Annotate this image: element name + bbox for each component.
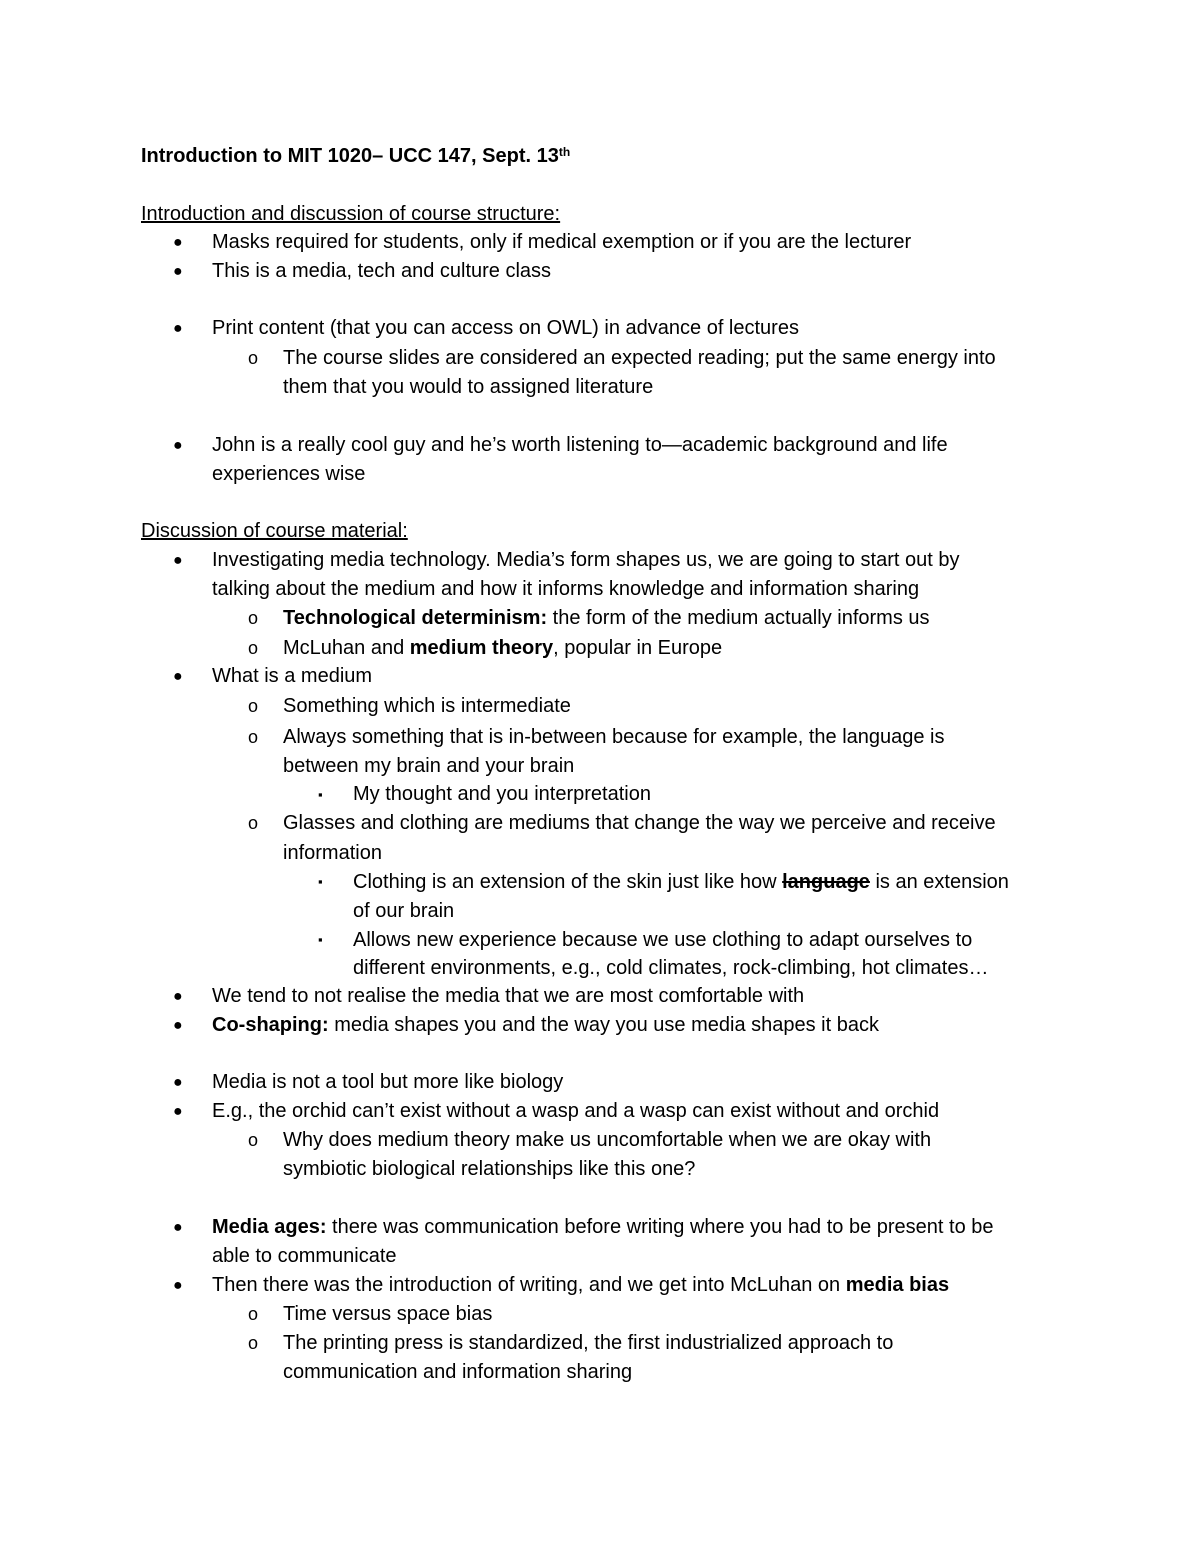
list-item: Media is not a tool but more like biology [212, 1071, 564, 1093]
term-co-shaping: Co-shaping: [212, 1014, 329, 1036]
term-media-ages: Media ages: [212, 1216, 327, 1238]
bullet-icon: ● [173, 552, 183, 569]
list-item-continuation: experiences wise [212, 463, 366, 485]
sub-bullet-icon: o [248, 1304, 259, 1324]
bullet-icon: ● [173, 1074, 183, 1091]
list-item: John is a really cool guy and he’s worth listening to—academic background and life [212, 434, 948, 456]
bullet-icon: ● [173, 437, 183, 454]
list-item: Why does medium theory make us uncomfortable when we are okay with [283, 1129, 932, 1151]
list-item-continuation: between my brain and your brain [283, 755, 575, 777]
square-bullet-icon: ▪ [318, 932, 323, 947]
page-title [141, 143, 570, 169]
list-item [212, 1272, 949, 1298]
list-item-continuation: them that you would to assigned literature [283, 376, 654, 398]
bullet-icon: ● [173, 234, 183, 251]
sub-bullet-icon: o [248, 727, 259, 747]
list-item: Investigating media technology. Media’s form shapes us, we are going to start out by [212, 549, 960, 571]
list-item: What is a medium [212, 665, 373, 687]
sub-bullet-icon: o [248, 696, 259, 716]
list-item: Allows new experience because we use clothing to adapt ourselves to [353, 929, 973, 951]
list-item-text: McLuhan and [283, 637, 410, 659]
list-item-text: media shapes you and the way you use media shapes it back [328, 1014, 879, 1036]
sub-bullet-icon: o [248, 813, 259, 833]
list-item: Something which is intermediate [283, 695, 571, 717]
list-item [212, 1214, 994, 1240]
struck-word: language [782, 871, 870, 893]
bullet-icon: ● [173, 1103, 183, 1120]
list-item-continuation: different environments, e.g., cold climates, rock-climbing, hot climates… [353, 957, 989, 979]
title-text: Introduction to MIT 1020– UCC 147, Sept. 13 [141, 145, 559, 167]
list-item-continuation: information [283, 842, 382, 864]
list-item [353, 869, 1009, 895]
list-item: This is a media, tech and culture class [212, 260, 552, 282]
list-item: The course slides are considered an expected reading; put the same energy into [283, 347, 996, 369]
sub-bullet-icon: o [248, 608, 259, 628]
section-heading-material: Discussion of course material: [141, 520, 408, 542]
list-item [283, 605, 930, 631]
list-item-text: there was communication before writing where you had to be present to be [326, 1216, 994, 1238]
list-item-text: Clothing is an extension of the skin just like how [353, 871, 783, 893]
term-medium-theory: medium theory [409, 637, 554, 659]
square-bullet-icon: ▪ [318, 787, 323, 802]
list-item: The printing press is standardized, the first industrialized approach to [283, 1332, 894, 1354]
sub-bullet-icon: o [248, 1333, 259, 1353]
list-item: My thought and you interpretation [353, 783, 651, 805]
term-media-bias: media bias [845, 1274, 950, 1296]
bullet-icon: ● [173, 263, 183, 280]
term-technological-determinism: Technological determinism: [283, 607, 548, 629]
sub-bullet-icon: o [248, 638, 259, 658]
list-item-continuation: communication and information sharing [283, 1361, 633, 1383]
list-item: E.g., the orchid can’t exist without a wasp and a wasp can exist without and orchid [212, 1100, 940, 1122]
title-superscript: th [558, 145, 571, 159]
bullet-icon: ● [173, 1219, 183, 1236]
sub-bullet-icon: o [248, 1130, 259, 1150]
bullet-icon: ● [173, 1277, 183, 1294]
list-item: Print content (that you can access on OWL) in advance of lectures [212, 317, 799, 339]
list-item-continuation: of our brain [353, 900, 455, 922]
sub-bullet-icon: o [248, 348, 259, 368]
list-item [283, 635, 722, 661]
list-item: Time versus space bias [283, 1303, 493, 1325]
bullet-icon: ● [173, 988, 183, 1005]
section-heading-structure: Introduction and discussion of course structure: [141, 203, 561, 225]
list-item-text: , popular in Europe [553, 637, 723, 659]
square-bullet-icon: ▪ [318, 874, 323, 889]
list-item-continuation: talking about the medium and how it informs knowledge and information sharing [212, 578, 920, 600]
list-item: We tend to not realise the media that we are most comfortable with [212, 985, 805, 1007]
list-item-text: is an extension [869, 871, 1009, 893]
bullet-icon: ● [173, 1017, 183, 1034]
list-item: Glasses and clothing are mediums that change the way we perceive and receive [283, 812, 996, 834]
list-item: Masks required for students, only if medical exemption or if you are the lecturer [212, 231, 912, 253]
list-item: Always something that is in-between because for example, the language is [283, 726, 945, 748]
list-item-continuation: able to communicate [212, 1245, 397, 1267]
list-item-continuation: symbiotic biological relationships like this one? [283, 1158, 696, 1180]
bullet-icon: ● [173, 320, 183, 337]
list-item [212, 1012, 879, 1038]
list-item-text: the form of the medium actually informs us [547, 607, 930, 629]
bullet-icon: ● [173, 668, 183, 685]
list-item-text: Then there was the introduction of writing, and we get into McLuhan on [212, 1274, 846, 1296]
